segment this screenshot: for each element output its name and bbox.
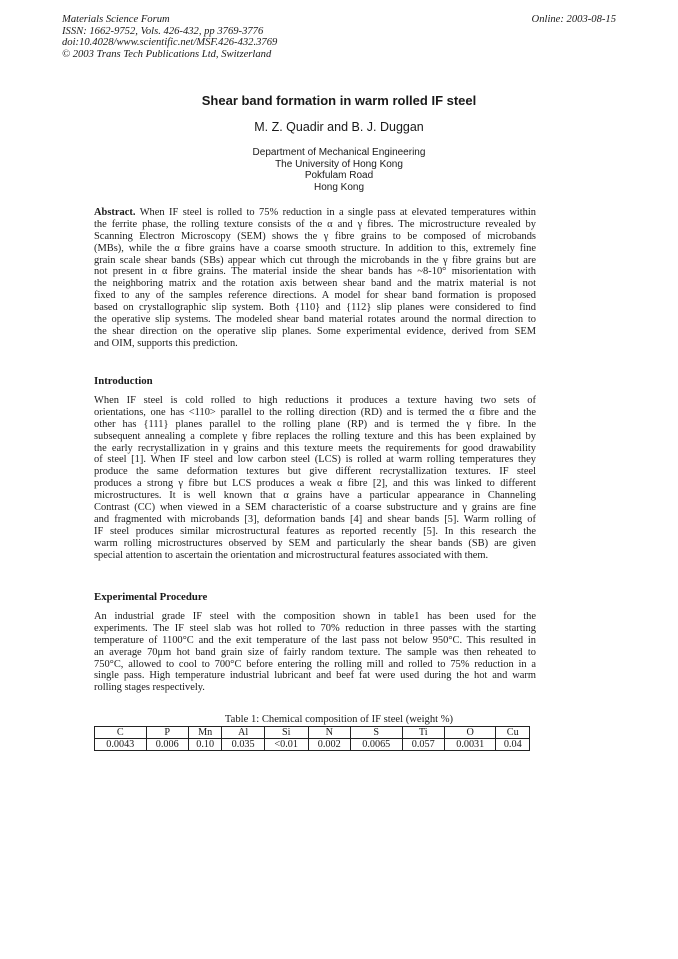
table-header-cell: S bbox=[350, 727, 402, 739]
table-cell: <0.01 bbox=[264, 739, 308, 751]
table-cell: 0.0065 bbox=[350, 739, 402, 751]
paragraph-line: 750°C, allowed to cool to 700°C before entering the rolling mill and rolled to 75% reduction in a bbox=[94, 658, 536, 670]
paragraph-line: of steel [1]. When IF steel and low carbon steel (LCS) is rolled at warm rolling temperatures they bbox=[94, 454, 536, 466]
abstract bbox=[94, 207, 536, 350]
paragraph-line: An industrial grade IF steel with the composition shown in table1 has been used for the bbox=[94, 611, 536, 622]
issn-line: ISSN: 1662-9752, Vols. 426-432, pp 3769-3776 bbox=[62, 25, 264, 37]
paragraph-line: the early recrystallization in γ grains and this texture meets the requirements for good drawability bbox=[94, 442, 536, 454]
abstract-line: (MBs), while the α fibre grains have a coarse smooth structure. In addition to this, extremely fine bbox=[94, 242, 536, 254]
table-header-cell: Al bbox=[222, 727, 264, 739]
paper-title: Shear band formation in warm rolled IF steel bbox=[201, 93, 477, 108]
paragraph-line: warm rolling microstructures observed by SEM and particularly the shear bands (SB) are given bbox=[94, 537, 536, 549]
table-row bbox=[95, 739, 530, 751]
paper-authors: M. Z. Quadir and B. J. Duggan bbox=[254, 120, 424, 134]
abstract-line: the ferrite phase, the rolling texture consists of the α and γ fibres. The microstructure revealed by bbox=[94, 218, 536, 230]
paragraph-line: produce the same deformation textures but give different recrystallization textures. IF steel bbox=[94, 466, 536, 478]
table-header-cell: Cu bbox=[496, 727, 530, 739]
paragraph-line: rolling stages respectively. bbox=[94, 682, 205, 694]
abstract-line bbox=[94, 207, 536, 219]
journal-metadata bbox=[62, 14, 342, 60]
paragraph-line: an average 70μm hot band grain size of fairly random texture. The sample was then reheated to bbox=[94, 646, 536, 658]
table-cell: 0.04 bbox=[496, 739, 530, 751]
paragraph-line: orientations, one has <110> parallel to the rolling direction (RD) and is termed the α fibre and the bbox=[94, 406, 536, 418]
online-date: Online: 2003-08-15 bbox=[531, 14, 616, 25]
abstract-line: fixed to any of the samples reference directions. A model for shear band formation is proposed bbox=[94, 290, 536, 302]
table-header-cell: C bbox=[95, 727, 147, 739]
introduction-heading: Introduction bbox=[94, 375, 153, 387]
abstract-line: grain scale shear bands (SBs) appear which cut through the microbands in the γ fibre grains but are bbox=[94, 254, 536, 266]
affiliation bbox=[0, 147, 678, 194]
abstract-text: When IF steel is rolled to 75% reduction in a single pass at elevated temperatures within bbox=[135, 207, 536, 218]
abstract-line: Scanning Electron Microscopy (SEM) shows the γ fibre grains to be composed of microbands bbox=[94, 230, 536, 242]
paragraph-line: temperature of 1100°C and the exit temperature of the last pass not below 950°C. This resulted in bbox=[94, 634, 536, 646]
table-header-cell: O bbox=[444, 727, 496, 739]
paragraph-line: produces a strong γ fibre but LCS produces a weak α fibre [2], and this was linked to different bbox=[94, 478, 536, 490]
abstract-line: the neighboring matrix and the rotation axis between shear band and the matrix material is not bbox=[94, 278, 536, 290]
affiliation-line: The University of Hong Kong bbox=[275, 158, 403, 170]
experimental-body bbox=[94, 611, 536, 694]
table-header-cell: Mn bbox=[188, 727, 221, 739]
abstract-line: based on crystallographic slip system. Both {110} and {112} slip planes were considered to find bbox=[94, 302, 536, 314]
abstract-label: Abstract. bbox=[94, 207, 136, 218]
affiliation-line: Pokfulam Road bbox=[304, 170, 374, 182]
journal-name: Materials Science Forum bbox=[62, 14, 170, 25]
paragraph-line: other has {111} planes parallel to the rolling plane (RP) and is termed the γ fibre. In the bbox=[94, 418, 536, 430]
table-cell: 0.002 bbox=[308, 739, 350, 751]
table-cell: 0.035 bbox=[222, 739, 264, 751]
experimental-heading: Experimental Procedure bbox=[94, 591, 208, 603]
introduction-body bbox=[94, 395, 536, 561]
paragraph-line: single pass. High temperature industrial lubricant and beef fat were used during the hot and warm bbox=[94, 670, 536, 682]
doi-line: doi:10.4028/www.scientific.net/MSF.426-432.3769 bbox=[62, 37, 278, 49]
table-header-cell: N bbox=[308, 727, 350, 739]
table-header-cell: Si bbox=[264, 727, 308, 739]
copyright-line: © 2003 Trans Tech Publications Ltd, Switzerland bbox=[62, 48, 272, 60]
table-header-row bbox=[95, 727, 530, 739]
composition-table bbox=[94, 726, 530, 751]
paragraph-line: microstructures. It is well known that α grains have a particular appearance in Channeling bbox=[94, 490, 536, 502]
table-cell: 0.0031 bbox=[444, 739, 496, 751]
abstract-line: and OIM, supports this prediction. bbox=[94, 337, 238, 349]
paragraph-line: and fragmented with microbands [3], deformation bands [4] and shear bands [5]. Warm rolling of bbox=[94, 513, 536, 525]
abstract-line: the operative slip systems. The modeled shear band material rotates around the normal direction to bbox=[94, 314, 536, 326]
table-caption: Table 1: Chemical composition of IF steel (weight %) bbox=[224, 714, 454, 725]
table-header-cell: P bbox=[146, 727, 188, 739]
paragraph-line: experiments. The IF steel slab was hot rolled to 70% reduction in three passes with the starting bbox=[94, 622, 536, 634]
paragraph-line: special attention to ascertain the orientation and microstructural features associated with them. bbox=[94, 549, 489, 561]
table-cell: 0.057 bbox=[402, 739, 444, 751]
affiliation-line: Hong Kong bbox=[313, 182, 365, 194]
table-cell: 0.10 bbox=[188, 739, 221, 751]
paragraph-line: Contrast (CC) when viewed in a SEM characteristic of a coarse substructure and γ grains are fine bbox=[94, 502, 536, 514]
table-cell: 0.0043 bbox=[95, 739, 147, 751]
abstract-line: the shear direction on the operative slip planes. Some experimental evidence, derived from SEM bbox=[94, 325, 536, 337]
abstract-line: not present in α fibre grains. The material inside the shear bands has ~8-10° misorientation with bbox=[94, 266, 536, 278]
paragraph-line: IF steel produces similar microstructural features as reported recently [5]. In this research the bbox=[94, 525, 536, 537]
table-cell: 0.006 bbox=[146, 739, 188, 751]
table-header-cell: Ti bbox=[402, 727, 444, 739]
affiliation-line: Department of Mechanical Engineering bbox=[252, 147, 426, 158]
paragraph-line: When IF steel is cold rolled to high reductions it produces a texture having two sets of bbox=[94, 395, 536, 406]
paragraph-line: subsequent annealing a complete γ fibre replaces the rolling texture and this has been explained by bbox=[94, 430, 536, 442]
